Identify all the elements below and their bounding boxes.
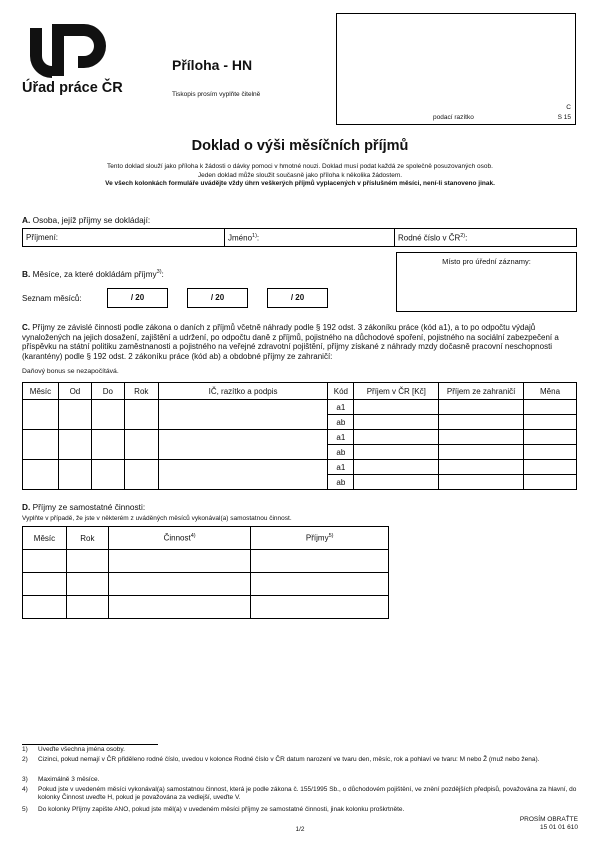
income-cell[interactable] bbox=[251, 550, 389, 573]
code-cell: a1 bbox=[328, 400, 354, 415]
stamp-label: podací razítko bbox=[433, 114, 474, 121]
currency-cell[interactable] bbox=[524, 460, 577, 475]
section-a-heading: A. Osoba, jejíž příjmy se dokládají: bbox=[22, 215, 151, 225]
to-cell[interactable] bbox=[91, 460, 124, 490]
year-cell[interactable] bbox=[66, 573, 108, 596]
intro-line-3: Ve všech kolonkách formuláře uvádějte vždy úhrn veškerých příjmů vyplacených v příslušném měsíci, není-li stanoveno jinak. bbox=[105, 180, 495, 188]
income-cell[interactable] bbox=[251, 596, 389, 619]
month-cell[interactable] bbox=[23, 400, 59, 430]
from-cell[interactable] bbox=[58, 460, 91, 490]
code-cell: a1 bbox=[328, 460, 354, 475]
col-header: Činnost$^{4)}$ bbox=[108, 527, 251, 550]
col-header: Měsíc bbox=[23, 383, 59, 400]
intro-line-1: Tento doklad slouží jako příloha k žádosti o dávky pomoci v hmotné nouzi. Doklad musí podat každá ze společně posuzovaných osob. bbox=[107, 163, 493, 170]
code-cell: ab bbox=[328, 475, 354, 490]
year-cell[interactable] bbox=[66, 596, 108, 619]
intro-text bbox=[40, 163, 560, 189]
self-employment-table bbox=[22, 526, 389, 619]
form-title: Příloha - HN bbox=[172, 57, 253, 73]
ic-cell[interactable] bbox=[158, 460, 328, 490]
form-code-c: C bbox=[566, 104, 571, 111]
month-field-3[interactable]: / 20 bbox=[267, 288, 328, 308]
table-row bbox=[23, 460, 577, 475]
month-list-label: Seznam měsíců: bbox=[22, 294, 82, 303]
income-cell[interactable] bbox=[251, 573, 389, 596]
activity-cell[interactable] bbox=[108, 596, 251, 619]
income-cz-cell[interactable] bbox=[354, 460, 439, 475]
month-cell[interactable] bbox=[23, 550, 67, 573]
footnote-1: 1) Uveďte všechna jména osoby. bbox=[22, 746, 125, 753]
form-number: 15 01 01 610 bbox=[540, 824, 578, 831]
col-header: Do bbox=[91, 383, 124, 400]
month-cell[interactable] bbox=[23, 430, 59, 460]
income-abroad-cell[interactable] bbox=[439, 445, 524, 460]
from-cell[interactable] bbox=[58, 430, 91, 460]
table-row bbox=[23, 400, 577, 415]
ic-cell[interactable] bbox=[158, 400, 328, 430]
footnote-5: 5) Do kolonky Příjmy zapište ANO, pokud jste měl(a) v uvedeném měsíci příjmy ze samostatné činnosti, jinak kolonku proškrtněte. bbox=[22, 806, 405, 813]
table-header-row bbox=[23, 383, 577, 400]
intro-line-2: Jeden doklad může sloužit současně jako příloha k několika žádostem. bbox=[197, 171, 403, 179]
income-cz-cell[interactable] bbox=[354, 475, 439, 490]
table-header-row bbox=[23, 527, 389, 550]
footnote-divider bbox=[22, 744, 158, 745]
col-header: IČ, razítko a podpis bbox=[158, 383, 328, 400]
page-number: 1/2 bbox=[295, 826, 305, 833]
activity-cell[interactable] bbox=[108, 550, 251, 573]
year-cell[interactable] bbox=[124, 430, 158, 460]
col-header: Kód bbox=[328, 383, 354, 400]
activity-cell[interactable] bbox=[108, 573, 251, 596]
table-row bbox=[23, 430, 577, 445]
office-name: Úřad práce ČR bbox=[22, 80, 123, 96]
section-d-note: Vyplňte v případě, že jste v některém z uváděných měsíců vykonával(a) samostatnou činnost. bbox=[22, 515, 292, 522]
col-header: Rok bbox=[124, 383, 158, 400]
col-header: Měsíc bbox=[23, 527, 67, 550]
income-abroad-cell[interactable] bbox=[439, 400, 524, 415]
person-box bbox=[22, 228, 577, 247]
month-cell[interactable] bbox=[23, 460, 59, 490]
document-title: Doklad o výši měsíčních příjmů bbox=[191, 138, 409, 154]
col-header: Příjem v ČR [Kč] bbox=[354, 383, 439, 400]
form-code-s: S 15 bbox=[557, 114, 571, 121]
section-c-text: C. Příjmy ze závislé činnosti podle zákona o daních z příjmů včetně náhrady podle § 192 odst. 3 zákoníku práce (kód a1), a to po odpočtu výdajů vynaložených na jejich dosažení, zajištění a udržení, po odpočtu daně z příjmů, pojistného na důchodové spoření, pojistného na sociální zabezpečení a příspěvku na státní politiku zaměstnanosti a pojistného na veřejné zdravotní pojištění, příjmy získané z náhrady mzdy dočasně pracovní neschopnosti (karantény) podle § 192 odst. 2 zákoníku práce (kód ab) a obdobné příjmy ze zahraničí: bbox=[22, 323, 559, 361]
table-row bbox=[23, 596, 389, 619]
currency-cell[interactable] bbox=[524, 430, 577, 445]
income-cz-cell[interactable] bbox=[354, 400, 439, 415]
ic-cell[interactable] bbox=[158, 430, 328, 460]
section-c-note: Daňový bonus se nezapočítává. bbox=[22, 368, 119, 375]
year-cell[interactable] bbox=[124, 460, 158, 490]
to-cell[interactable] bbox=[91, 400, 124, 430]
footnote-2: 2) Cizinci, pokud nemají v ČR přiděleno rodné číslo, uvedou v kolonce Rodné číslo v ČR datum narození ve tvaru den, měsíc, rok a pohlaví ve tvaru: M nebo Ž (muž nebo žena). bbox=[22, 756, 540, 763]
month-field-1[interactable]: / 20 bbox=[107, 288, 168, 308]
employment-income-table bbox=[22, 382, 577, 490]
currency-cell[interactable] bbox=[524, 475, 577, 490]
from-cell[interactable] bbox=[58, 400, 91, 430]
stamp-box bbox=[336, 13, 576, 125]
upcr-logo bbox=[22, 22, 108, 78]
form-hint: Tiskopis prosím vyplňte čitelně bbox=[172, 91, 261, 98]
year-cell[interactable] bbox=[124, 400, 158, 430]
footnote-4: 4) Pokud jste v uvedeném měsíci vykonával(a) samostatnou činnost, která je podle zákona č. 155/1995 Sb., o důchodovém pojištění, ve znění pozdějších předpisů, považována za hlavní, do kolonky Činnost uveďte H, pokud je považována za vedlejší, uveďte V. bbox=[22, 786, 577, 801]
income-abroad-cell[interactable] bbox=[439, 415, 524, 430]
section-b-heading: B. Měsíce, za které dokládám příjmy$^{3)}$: bbox=[22, 269, 164, 279]
table-row bbox=[23, 550, 389, 573]
year-cell[interactable] bbox=[66, 550, 108, 573]
income-cz-cell[interactable] bbox=[354, 415, 439, 430]
currency-cell[interactable] bbox=[524, 400, 577, 415]
month-cell[interactable] bbox=[23, 596, 67, 619]
col-header: Rok bbox=[66, 527, 108, 550]
section-d-heading: D. Příjmy ze samostatné činnosti: bbox=[22, 502, 146, 512]
code-cell: a1 bbox=[328, 430, 354, 445]
income-cz-cell[interactable] bbox=[354, 445, 439, 460]
income-cz-cell[interactable] bbox=[354, 430, 439, 445]
code-cell: ab bbox=[328, 445, 354, 460]
month-cell[interactable] bbox=[23, 573, 67, 596]
first-name-field[interactable]: Jméno$^{1)}$: bbox=[225, 229, 395, 246]
footnote-3: 3) Maximálně 3 měsíce. bbox=[22, 776, 100, 783]
col-header: Od bbox=[58, 383, 91, 400]
to-cell[interactable] bbox=[91, 430, 124, 460]
col-header: Příjem ze zahraničí bbox=[439, 383, 524, 400]
income-abroad-cell[interactable] bbox=[439, 430, 524, 445]
income-abroad-cell[interactable] bbox=[439, 475, 524, 490]
birth-number-field[interactable]: Rodné číslo v ČR$^{2)}$: bbox=[398, 233, 468, 243]
month-field-2[interactable]: / 20 bbox=[187, 288, 248, 308]
official-records-box: Místo pro úřední záznamy: bbox=[396, 252, 577, 312]
col-header: Příjmy$^{5)}$ bbox=[251, 527, 389, 550]
table-row bbox=[23, 573, 389, 596]
surname-field[interactable]: Příjmení: bbox=[23, 229, 225, 246]
currency-cell[interactable] bbox=[524, 415, 577, 430]
income-abroad-cell[interactable] bbox=[439, 460, 524, 475]
col-header: Měna bbox=[524, 383, 577, 400]
please-turn-over: PROSÍM OBRAŤTE bbox=[519, 816, 578, 823]
code-cell: ab bbox=[328, 415, 354, 430]
currency-cell[interactable] bbox=[524, 445, 577, 460]
